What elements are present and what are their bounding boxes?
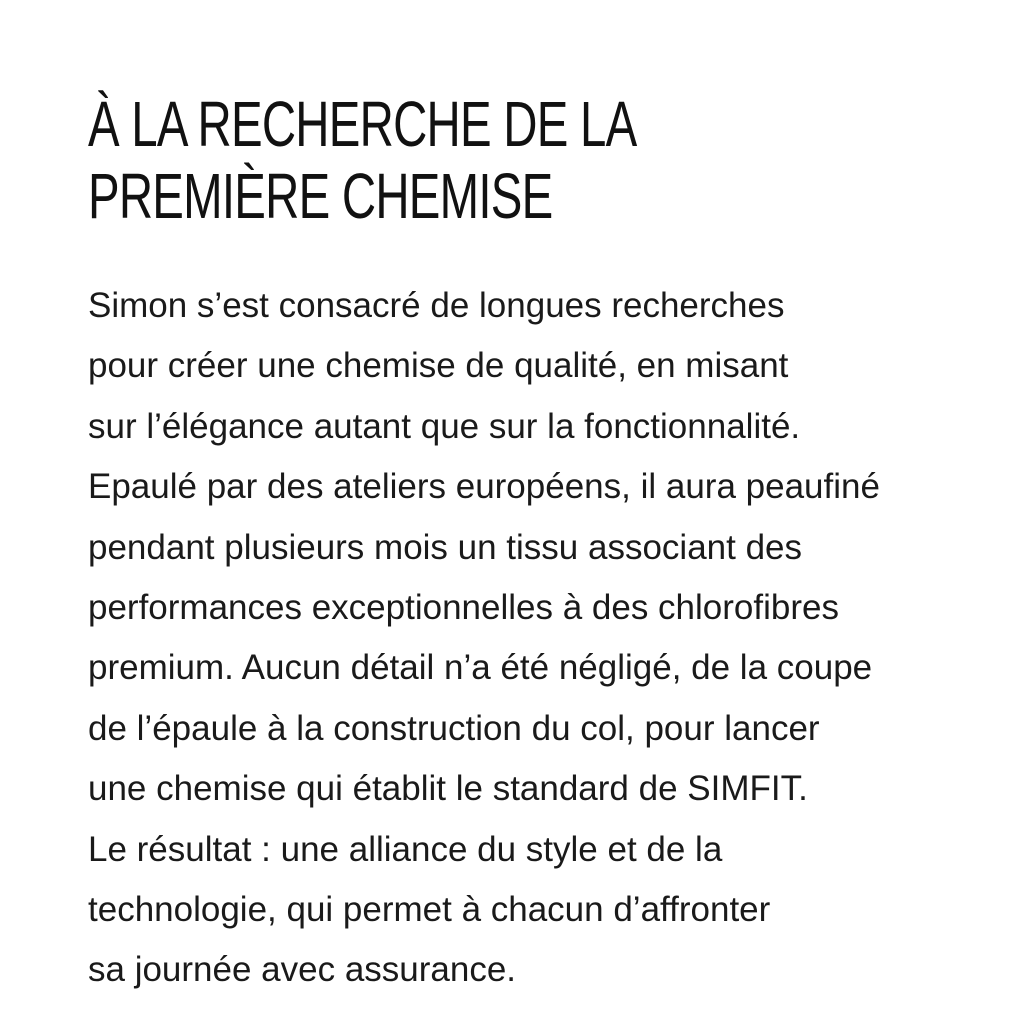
body-line: Le résultat : une alliance du style et de la <box>88 829 723 869</box>
body-line: sur l’élégance autant que sur la fonctionnalité. <box>88 406 801 446</box>
body-line: sa journée avec assurance. <box>88 950 517 990</box>
body-line: une chemise qui établit le standard de SIMFIT. <box>88 769 808 809</box>
body-line: performances exceptionnelles à des chlorofibres <box>88 588 839 628</box>
body-line: Epaulé par des ateliers européens, il aura peaufiné <box>88 467 880 507</box>
body-line: de l’épaule à la construction du col, pour lancer <box>88 708 820 748</box>
body-line: pour créer une chemise de qualité, en misant <box>88 346 789 386</box>
body-line: Simon s’est consacré de longues recherches <box>88 286 785 325</box>
title-line-2: PREMIÈRE CHEMISE <box>88 160 553 232</box>
body-text <box>88 276 988 1001</box>
page-title <box>88 88 968 232</box>
body-line: pendant plusieurs mois un tissu associant des <box>88 527 803 567</box>
body-line: technologie, qui permet à chacun d’affronter <box>88 890 771 930</box>
body-line: premium. Aucun détail n’a été négligé, de la coupe <box>88 648 873 688</box>
title-line-1: À LA RECHERCHE DE LA <box>88 88 637 160</box>
